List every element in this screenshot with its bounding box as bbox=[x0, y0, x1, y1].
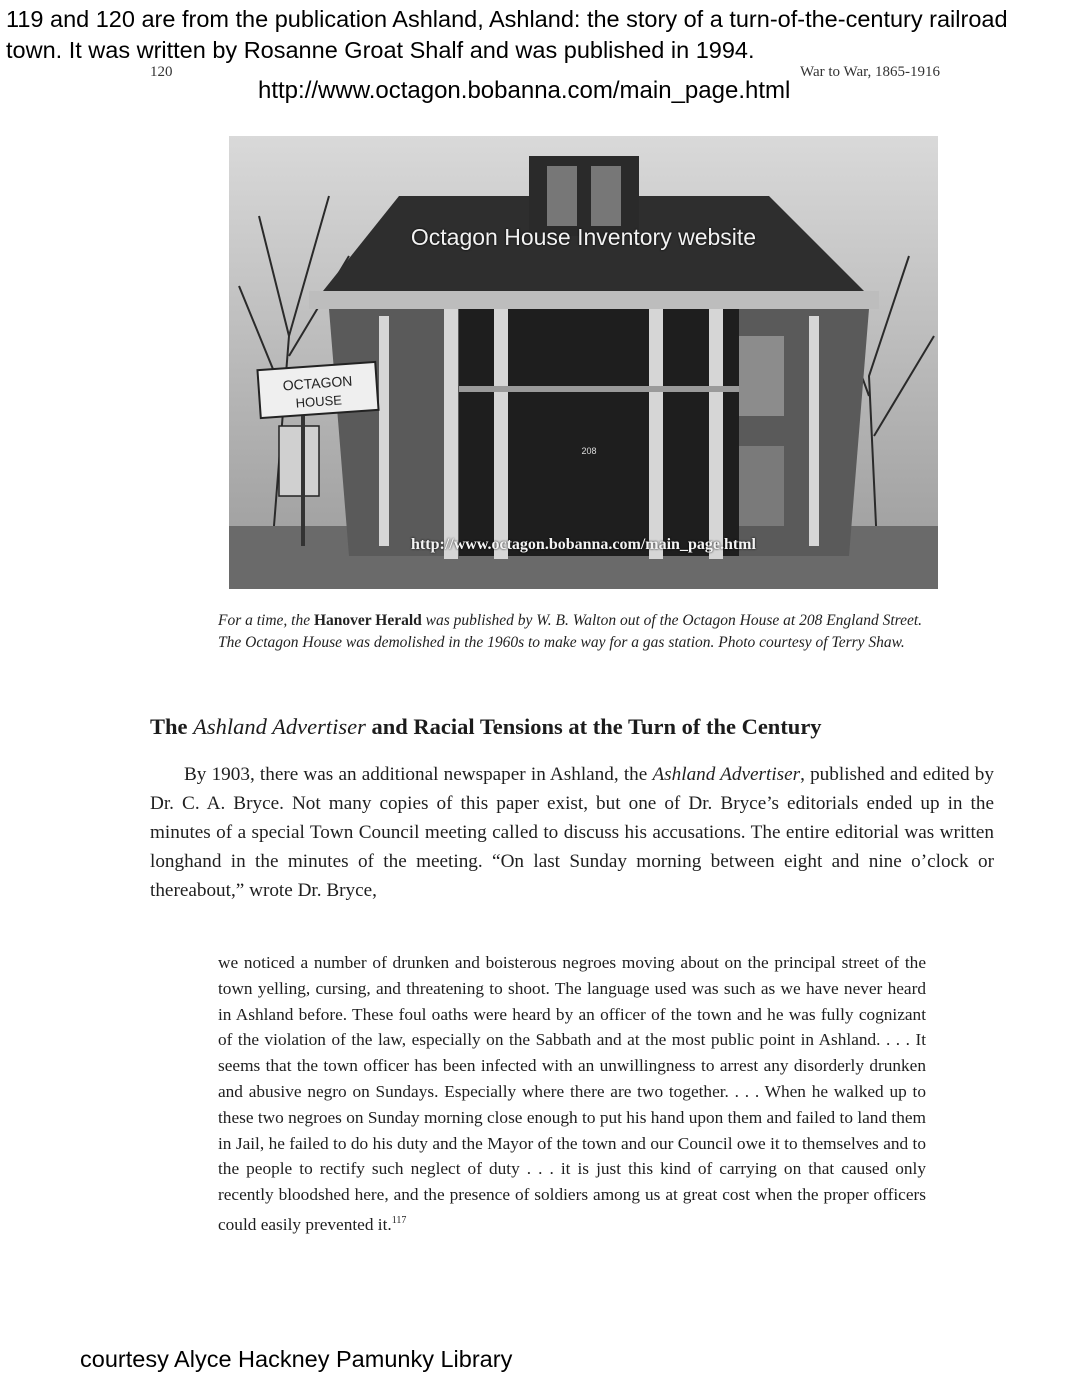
footnote-ref: 117 bbox=[391, 1214, 407, 1226]
sign-line2: HOUSE bbox=[295, 392, 343, 411]
small-sign bbox=[279, 426, 319, 496]
photo-caption: For a time, the Hanover Herald was published by W. B. Walton out of the Octagon House at 208 England Street. The Octagon House was demolished in the 1960s to make way for a gas station. Photo courtesy of Terry Shaw. bbox=[218, 612, 923, 651]
page-number: 120 bbox=[150, 64, 173, 80]
photo-watermark: Octagon House Inventory website bbox=[410, 224, 757, 250]
running-head: War to War, 1865-1916 bbox=[800, 64, 941, 80]
sign-line1: OCTAGON bbox=[282, 372, 353, 394]
caption-newspaper-title: Hanover Herald bbox=[314, 612, 422, 629]
section-heading: The Ashland Advertiser and Racial Tensions at the Turn of the Century bbox=[150, 714, 822, 739]
overlay-courtesy-note: courtesy Alyce Hackney Pamunky Library bbox=[80, 1346, 513, 1372]
overlay-url: http://www.octagon.bobanna.com/main_page.html bbox=[258, 77, 791, 104]
house-illustration bbox=[229, 136, 938, 589]
house-number: 208 bbox=[581, 446, 597, 456]
octagon-house-photo bbox=[229, 136, 938, 589]
photo-watermark-url: http://www.octagon.bobanna.com/main_page.html bbox=[411, 536, 756, 553]
block-quote: we noticed a number of drunken and boisterous negroes moving about on the principal street of the town yelling, cursing, and threatening to shoot. The language used was such as we have never heard in Ashland before. These foul oaths were heard by an officer of the town and he was fully cognizant of the violation of the law, especially on the Sabbath and at the most public point in Ashland. . . . It seems that the town officer has been infected with an unwillingness to arrest any disorderly drunken and abusive negro on Sundays. Especially where there are two together. . . . When he walked up to these two negroes on Sunday morning close enough to put his hand upon them and failed to land them in Jail, he failed to do his duty and the Mayor of the town and our Council owe it to themselves and to the people to rectify such neglect of duty . . . it is just this kind of carrying on that caused only recently bloodshed here, and the presence of soldiers among us at great cost when the proper officers could easily prevented it.$^{117}$ bbox=[218, 953, 926, 1234]
overlay-source-note: 119 and 120 are from the publication Ashland, Ashland: the story of a turn-of-the-century railroad town. It was written by Rosanne Groat Shalf and was published in 1994. bbox=[6, 6, 1008, 63]
body-paragraph: By 1903, there was an additional newspaper in Ashland, the Ashland Advertiser, published and edited by Dr. C. A. Bryce. Not many copies of this paper exist, but one of Dr. Bryce’s editorials ended up in the minutes of a special Town Council meeting called to discuss his accusations. The entire editorial was written longhand in the minutes of the meeting. “On last Sunday morning between eight and nine o’clock or thereabout,” wrote Dr. Bryce, bbox=[150, 764, 994, 901]
octagon-house-sign bbox=[257, 362, 378, 418]
